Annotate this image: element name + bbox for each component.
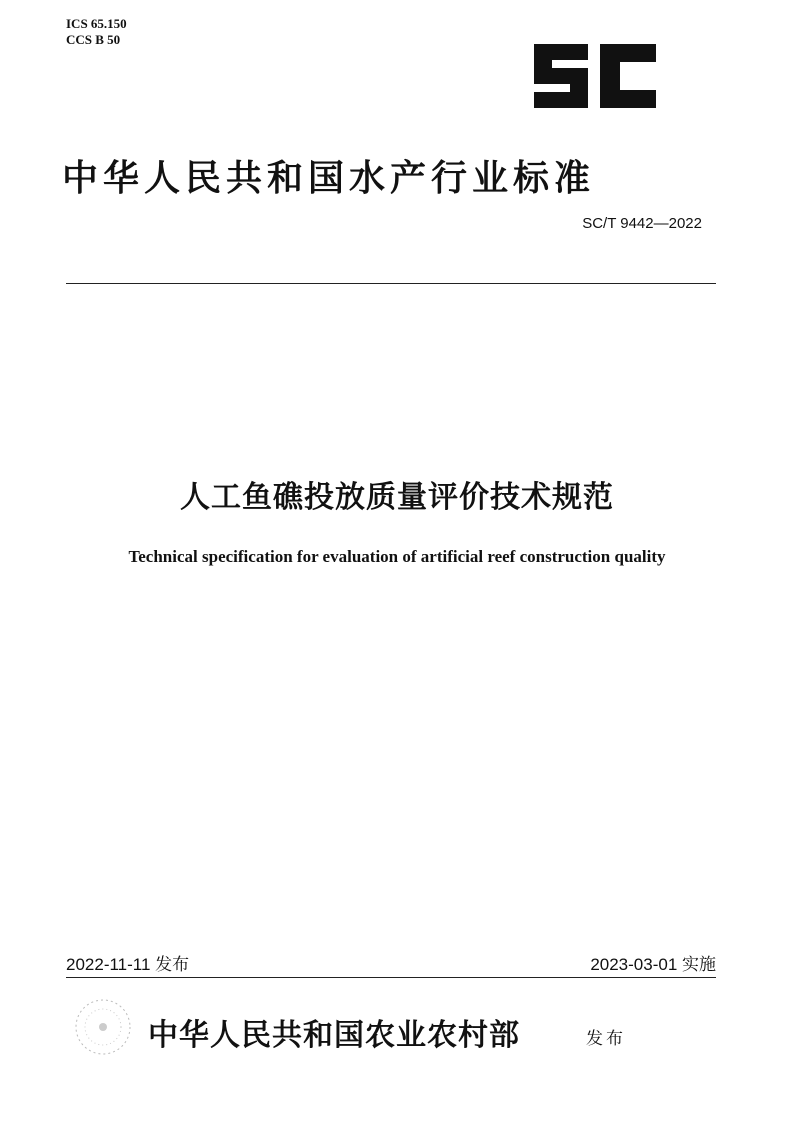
- issue-date: 2022-11-11 发布: [66, 955, 190, 974]
- document-title-english: Technical specification for evaluation of artificial reef construction quality: [128, 547, 666, 566]
- sc-logo: [530, 44, 660, 108]
- sc-logo-graphic: [530, 44, 660, 108]
- standard-number: SC/T 9442—2022: [582, 215, 702, 232]
- ics-code: ICS 65.150: [66, 16, 127, 31]
- implementation-date: 2023-03-01 实施: [590, 955, 716, 974]
- top-divider: [66, 283, 716, 284]
- standard-type-heading: 中华人民共和国水产行业标准: [62, 158, 596, 199]
- publisher-name: 中华人民共和国农业农村部: [148, 1018, 520, 1053]
- seal-graphic: [72, 996, 134, 1058]
- publish-label: 发布: [586, 1029, 626, 1049]
- ccs-code: CCS B 50: [66, 32, 121, 47]
- ministry-seal-icon: [72, 996, 134, 1058]
- classification-codes: [66, 16, 127, 48]
- bottom-divider: [66, 977, 716, 978]
- document-title-chinese: 人工鱼礁投放质量评价技术规范: [180, 480, 614, 515]
